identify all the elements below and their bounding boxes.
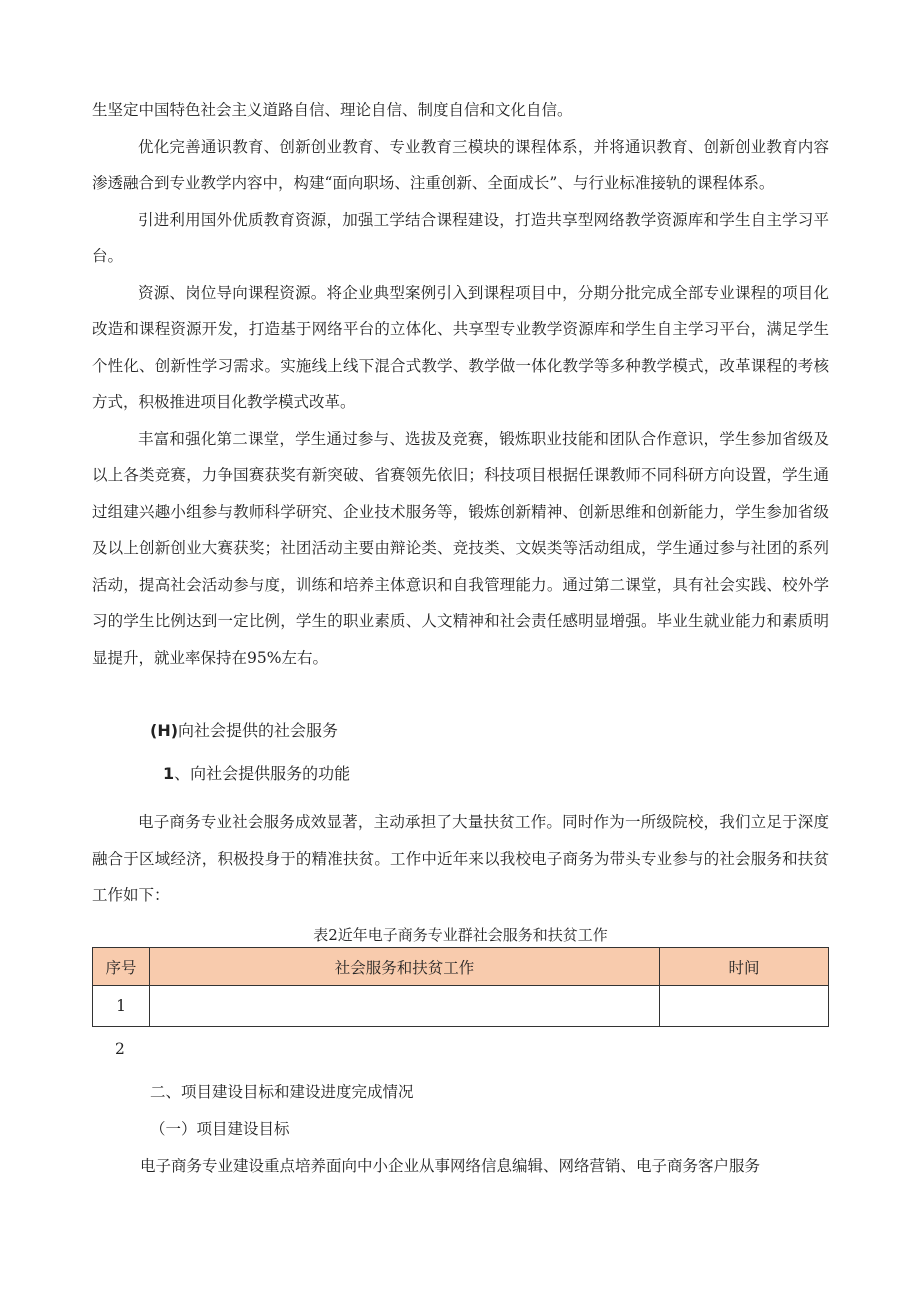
paragraph-2: 优化完善通识教育、创新创业教育、专业教育三模块的课程体系，并将通识教育、创新创业教育内容渗透融合到专业教学内容中，构建“面向职场、注重创新、全面成长”、与行业标准接轨的课程体系。: [92, 137, 829, 192]
trailing-number: 2: [115, 1040, 125, 1058]
cell-time: [660, 986, 829, 1027]
paragraph-4: 资源、岗位导向课程资源。将企业典型案例引入到课程项目中，分期分批完成全部专业课程的项目化改造和课程资源开发，打造基于网络平台的立体化、共享型专业教学资源库和学生自主学习平台，满足学生个性化、创新性学习需求。实施线上线下混合式教学、教学做一体化教学等多种教学模式，改革课程的考核方式，积极推进项目化教学模式改革。: [92, 283, 829, 411]
subsection-heading-1: （一）项目建设目标: [150, 1120, 290, 1138]
service-paragraph: 电子商务专业社会服务成效显著，主动承担了大量扶贫工作。同时作为一所级院校，我们立足于深度融合于区域经济，积极投身于的精准扶贫。工作中近年来以我校电子商务为带头专业参与的社会服务和扶贫工作如下：: [92, 813, 829, 904]
section-heading-2: 二、项目建设目标和建设进度完成情况: [150, 1083, 414, 1101]
header-time: 时间: [660, 948, 829, 986]
last-paragraph: 电子商务专业建设重点培养面向中小企业从事网络信息编辑、网络营销、电子商务客户服务: [140, 1157, 761, 1175]
document-body: [92, 92, 829, 676]
table-row: [93, 986, 829, 1027]
heading-social-service: [150, 718, 338, 741]
table-header-row: [93, 948, 829, 986]
cell-work: [150, 986, 660, 1027]
header-work: 社会服务和扶贫工作: [150, 948, 660, 986]
heading-number: 1: [163, 764, 175, 783]
header-serial: 序号: [93, 948, 150, 986]
paragraph-1: 生坚定中国特色社会主义道路自信、理论自信、制度自信和文化自信。: [92, 101, 573, 119]
heading-marker: (H): [150, 721, 179, 740]
heading-text: 向社会提供的社会服务: [178, 721, 339, 740]
heading-text: 、向社会提供服务的功能: [174, 764, 351, 783]
table-caption: 表2近年电子商务专业群社会服务和扶贫工作: [313, 926, 608, 944]
cell-serial: 1: [93, 986, 150, 1027]
paragraph-5: 丰富和强化第二课堂，学生通过参与、选拔及竞赛，锻炼职业技能和团队合作意识，学生参加省级及以上各类竞赛，力争国赛获奖有新突破、省赛领先依旧；科技项目根据任课教师不同科研方向设置，学生通过组建兴趣小组参与教师科学研究、企业技术服务等，锻炼创新精神、创新思维和创新能力，学生参加省级及以上创新创业大赛获奖；社团活动主要由辩论类、竞技类、文娱类等活动组成，学生通过参与社团的系列活动，提高社会活动参与度，训练和培养主体意识和自我管理能力。通过第二课堂，具有社会实践、校外学习的学生比例达到一定比例，学生的职业素质、人文精神和社会责任感明显增强。毕业生就业能力和素质明显提升，就业率保持在95%左右。: [92, 429, 829, 667]
paragraph-3: 引进利用国外优质教育资源，加强工学结合课程建设，打造共享型网络教学资源库和学生自主学习平台。: [92, 210, 829, 265]
heading-service-function: [163, 761, 350, 784]
service-table: [92, 947, 829, 1027]
